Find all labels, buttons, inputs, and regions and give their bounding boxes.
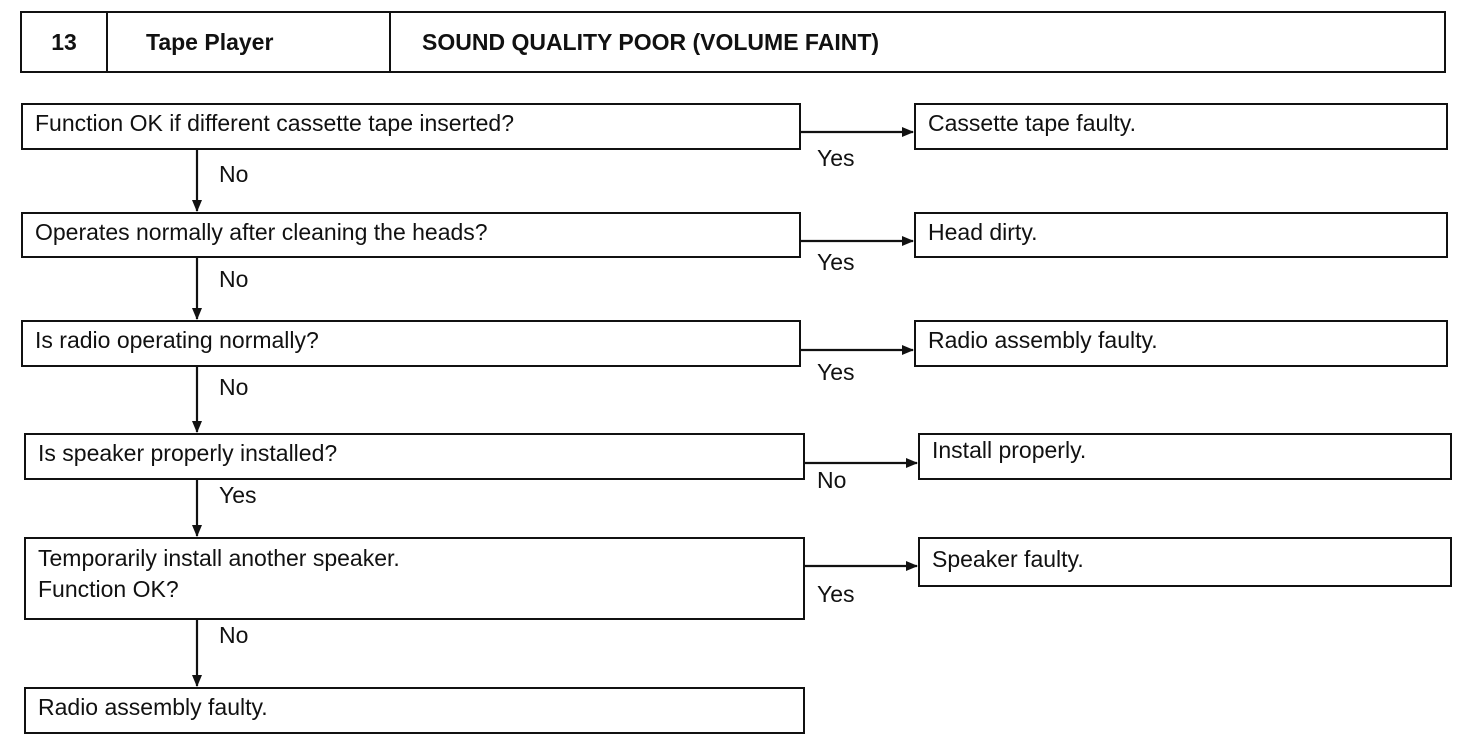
result-1-text: Cassette tape faulty. xyxy=(928,110,1136,136)
question-2-text: Operates normally after cleaning the heads? xyxy=(35,219,488,245)
next-label-1: No xyxy=(219,161,249,187)
section-number: 13 xyxy=(22,13,108,71)
next-label-3: No xyxy=(219,374,249,400)
result-box-5 xyxy=(918,537,1452,587)
next-label-4: Yes xyxy=(219,482,257,508)
final-result-text: Radio assembly faulty. xyxy=(38,694,268,720)
symptom-title: SOUND QUALITY POOR (VOLUME FAINT) xyxy=(422,28,880,55)
next-label-2: No xyxy=(219,266,249,292)
result-5-text: Speaker faulty. xyxy=(932,546,1084,572)
question-4-text: Is speaker properly installed? xyxy=(38,440,338,466)
question-5-line1: Temporarily install another speaker. xyxy=(38,545,400,571)
result-2-text: Head dirty. xyxy=(928,219,1038,245)
result-box-1 xyxy=(914,103,1448,150)
result-box-3 xyxy=(914,320,1448,367)
result-box-2 xyxy=(914,212,1448,258)
branch-label-4: No xyxy=(817,467,847,493)
question-5-line2: Function OK? xyxy=(38,576,179,602)
next-label-5: No xyxy=(219,622,249,648)
system-name: Tape Player xyxy=(108,13,391,71)
final-result-box xyxy=(24,687,805,734)
question-box-3 xyxy=(21,320,801,367)
branch-label-5: Yes xyxy=(817,581,855,607)
result-4-text: Install properly. xyxy=(932,437,1087,463)
result-box-4 xyxy=(918,433,1452,480)
question-1-text: Function OK if different cassette tape inserted? xyxy=(35,110,515,136)
result-3-text: Radio assembly faulty. xyxy=(928,327,1158,353)
branch-label-1: Yes xyxy=(817,145,855,171)
question-box-2 xyxy=(21,212,801,258)
branch-label-3: Yes xyxy=(817,359,855,385)
question-3-text: Is radio operating normally? xyxy=(35,327,319,353)
question-box-5 xyxy=(24,537,805,620)
branch-label-2: Yes xyxy=(817,249,855,275)
question-box-4 xyxy=(24,433,805,480)
question-box-1 xyxy=(21,103,801,150)
